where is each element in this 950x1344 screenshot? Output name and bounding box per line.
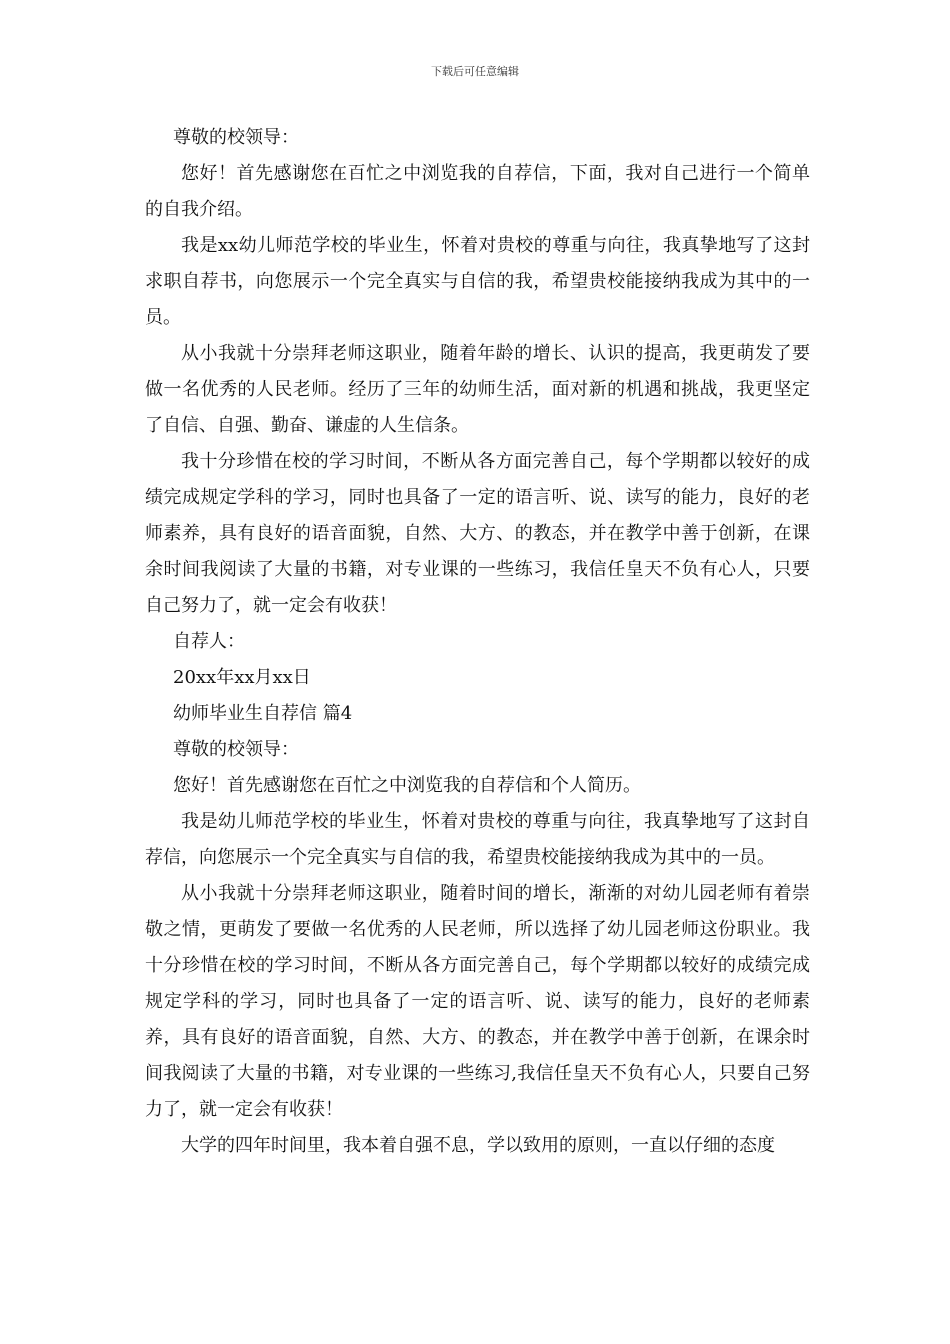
greeting-2: 您好！首先感谢您在百忙之中浏览我的自荐信和个人简历。 [173,775,641,796]
signature-date: 20xx年xx月xx日 [173,667,311,688]
paragraph-study: 我十分珍惜在校的学习时间，不断从各方面完善自己，每个学期都以较好的成绩完成规定学科的学习，同时也具备了一定的语言听、说、读写的能力，良好的老师素养，具有良好的语音面貌，自然、大方、的教态，并在教学中善于创新，在课余时间我阅读了大量的书籍，对专业课的一些练习，我信任皇天不负有心人，只要自己努力了，就一定会有收获！ [145,451,810,616]
salutation-2: 尊敬的校领导： [173,739,299,760]
paragraph-greeting: 您好！首先感谢您在百忙之中浏览我的自荐信，下面，我对自己进行一个简单的自我介绍。 [145,163,810,220]
section-title: 幼师毕业生自荐信 篇4 [173,703,353,724]
paragraph-university: 大学的四年时间里，我本着自强不息，学以致用的原则，一直以仔细的态度 [181,1135,775,1156]
salutation: 尊敬的校领导： [173,127,299,148]
page-header: 下载后可任意编辑 [431,65,519,78]
paragraph-aspiration-2: 从小我就十分崇拜老师这职业，随着时间的增长，渐渐的对幼儿园老师有着崇敬之情，更萌发了要做一名优秀的人民老师，所以选择了幼儿园老师这份职业。我十分珍惜在校的学习时间，不断从各方面完善自己，每个学期都以较好的成绩完成规定学科的学习，同时也具备了一定的语言听、说、读写的能力，良好的老师素养，具有良好的语音面貌，自然、大方、的教态，并在教学中善于创新，在课余时间我阅读了大量的书籍，对专业课的一些练习,我信任皇天不负有心人，只要自己努力了，就一定会有收获！ [145,883,810,1120]
paragraph-introduction-2: 我是幼儿师范学校的毕业生，怀着对贵校的尊重与向往，我真挚地写了这封自荐信，向您展示一个完全真实与自信的我，希望贵校能接纳我成为其中的一员。 [145,811,810,868]
document-body [145,120,810,1164]
signature-label: 自荐人： [173,631,245,652]
paragraph-introduction: 我是xx幼儿师范学校的毕业生，怀着对贵校的尊重与向往，我真挚地写了这封求职自荐书，向您展示一个完全真实与自信的我，希望贵校能接纳我成为其中的一员。 [145,235,810,328]
paragraph-aspiration: 从小我就十分崇拜老师这职业，随着年龄的增长、认识的提高，我更萌发了要做一名优秀的人民老师。经历了三年的幼师生活，面对新的机遇和挑战，我更坚定了自信、自强、勤奋、谦虚的人生信条。 [145,343,810,436]
